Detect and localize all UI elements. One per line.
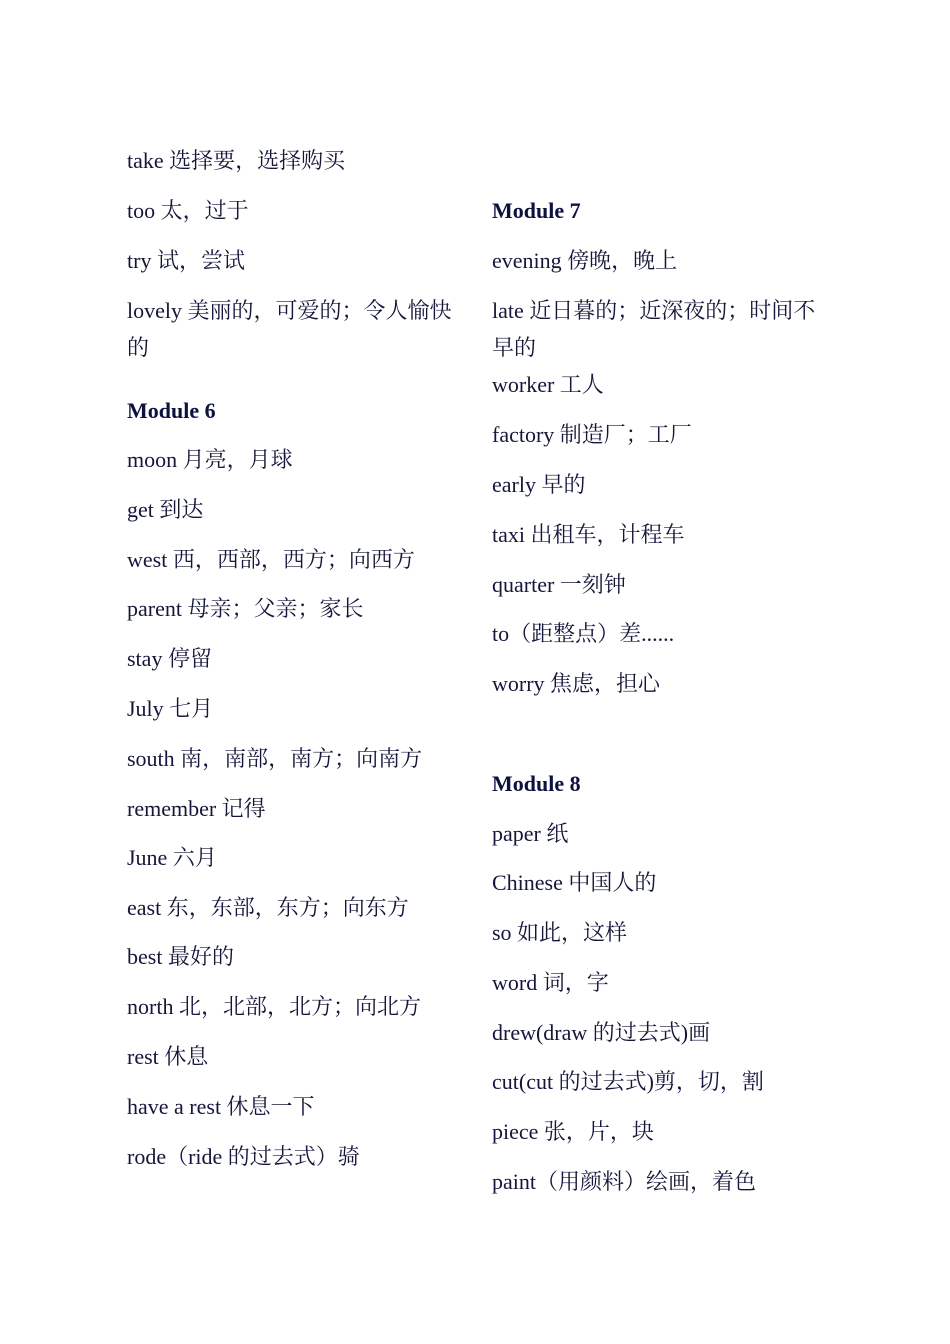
vocab-entry-lovely: lovely 美丽的，可爱的；令人愉快的 [127, 298, 452, 360]
vocab-entry-worry: worry 焦虑，担心 [492, 671, 661, 696]
vocab-entry-chinese: Chinese 中国人的 [492, 870, 657, 895]
vocab-entry-drew: drew(draw 的过去式)画 [492, 1020, 711, 1045]
vocab-entry-early: early 早的 [492, 472, 586, 497]
vocab-entry-quarter: quarter 一刻钟 [492, 572, 626, 597]
vocab-entry-try: try 试，尝试 [127, 248, 245, 273]
module-8-heading: Module 8 [492, 771, 581, 796]
vocab-entry-north: north 北，北部，北方；向北方 [127, 994, 421, 1019]
vocab-entry-worker: worker 工人 [492, 372, 604, 397]
vocab-entry-july: July 七月 [127, 696, 214, 721]
vocab-entry-rode: rode（ride 的过去式）骑 [127, 1144, 360, 1169]
vocab-entry-cut: cut(cut 的过去式)剪，切，割 [492, 1069, 764, 1094]
module-6-heading: Module 6 [127, 398, 216, 423]
vocab-entry-evening: evening 傍晚，晚上 [492, 248, 678, 273]
vocab-entry-west: west 西，西部，西方；向西方 [127, 547, 415, 572]
vocab-entry-moon: moon 月亮，月球 [127, 447, 293, 472]
vocab-entry-factory: factory 制造厂；工厂 [492, 422, 692, 447]
vocab-entry-late: late 近日暮的；近深夜的；时间不早的 [492, 298, 816, 360]
vocab-entry-paint: paint（用颜料）绘画，着色 [492, 1169, 756, 1194]
vocab-entry-rest: rest 休息 [127, 1044, 209, 1069]
vocab-entry-paper: paper 纸 [492, 821, 569, 846]
module-7-heading: Module 7 [492, 198, 581, 223]
vocab-entry-piece: piece 张，片，块 [492, 1119, 654, 1144]
vocab-entry-too: too 太，过于 [127, 198, 249, 223]
vocab-entry-parent: parent 母亲；父亲；家长 [127, 596, 364, 621]
vocab-entry-have-a-rest: have a rest 休息一下 [127, 1094, 315, 1119]
vocab-entry-taxi: taxi 出租车，计程车 [492, 522, 685, 547]
vocab-entry-take: take 选择要，选择购买 [127, 148, 346, 173]
vocab-entry-to: to（距整点）差...... [492, 621, 675, 646]
vocab-entry-south: south 南，南部，南方；向南方 [127, 746, 423, 771]
vocab-entry-remember: remember 记得 [127, 796, 266, 821]
vocab-entry-get: get 到达 [127, 497, 204, 522]
vocab-entry-so: so 如此，这样 [492, 920, 628, 945]
vocab-entry-east: east 东，东部，东方；向东方 [127, 895, 409, 920]
vocab-entry-stay: stay 停留 [127, 646, 212, 671]
vocab-entry-word: word 词，字 [492, 970, 609, 995]
vocab-entry-best: best 最好的 [127, 944, 234, 969]
vocab-entry-june: June 六月 [127, 845, 217, 870]
